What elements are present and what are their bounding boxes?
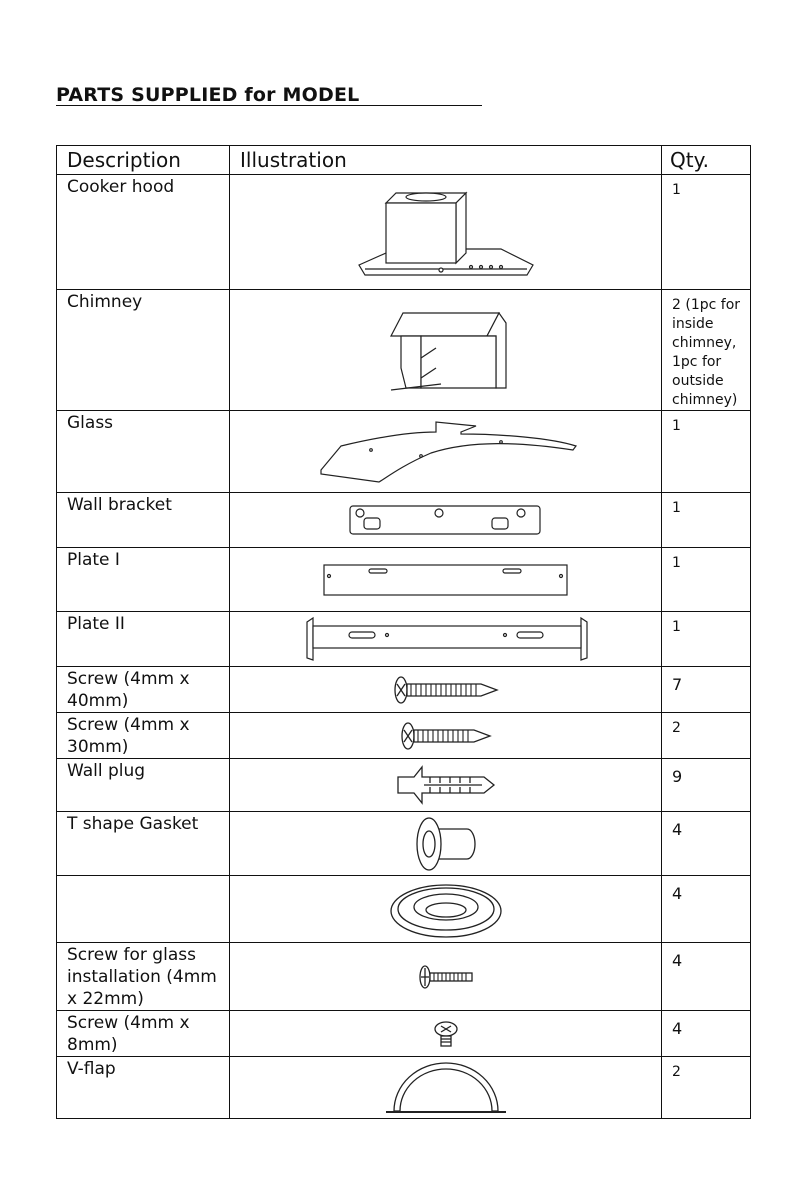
t-gasket-icon [411,815,481,873]
plate-i-icon [321,562,571,598]
table-row [57,493,751,548]
table-row [57,290,751,411]
row-illustration [230,759,662,812]
row-illustration [230,290,662,411]
table-row [57,876,751,943]
row-description: Screw (4mm x 30mm) [57,713,230,759]
row-qty: 2 [662,1057,751,1119]
row-qty: 9 [662,759,751,812]
row-illustration [230,876,662,943]
row-qty: 7 [662,667,751,713]
parts-table [56,145,751,1119]
table-row [57,548,751,612]
row-illustration [230,612,662,667]
row-description: Screw (4mm x 40mm) [57,667,230,713]
table-row [57,1057,751,1119]
table-row [57,1011,751,1057]
row-qty: 2 [662,713,751,759]
wall-bracket-icon [346,504,546,536]
row-illustration [230,713,662,759]
v-flap-icon [384,1059,508,1117]
row-qty: 1 [662,175,751,290]
row-description: Cooker hood [57,175,230,290]
glass-panel-icon [311,418,581,486]
plate-ii-icon [301,614,591,664]
medium-screw-icon [398,720,494,752]
row-qty: 1 [662,612,751,667]
row-qty: 4 [662,812,751,876]
row-illustration [230,548,662,612]
row-illustration [230,493,662,548]
wall-plug-icon [394,765,498,805]
row-illustration [230,411,662,493]
row-description: Chimney [57,290,230,411]
row-description: Plate I [57,548,230,612]
row-description: V-flap [57,1057,230,1119]
table-row [57,612,751,667]
table-row [57,759,751,812]
row-description: Plate II [57,612,230,667]
short-screw-icon [432,1019,460,1049]
chimney-icon [381,308,511,393]
row-qty: 4 [662,1011,751,1057]
row-description: Wall bracket [57,493,230,548]
row-description: Wall plug [57,759,230,812]
row-qty: 2 (1pc for inside chimney, 1pc for outside chimney) [662,290,751,411]
row-qty: 1 [662,411,751,493]
header-illustration: Illustration [230,146,662,175]
row-illustration [230,1057,662,1119]
row-description: T shape Gasket [57,812,230,876]
row-description: Screw (4mm x 8mm) [57,1011,230,1057]
row-illustration [230,812,662,876]
table-row [57,175,751,290]
title-underline [56,105,482,106]
header-qty: Qty. [662,146,751,175]
row-illustration [230,943,662,1011]
row-description: Glass [57,411,230,493]
row-illustration [230,667,662,713]
long-screw-icon [391,674,501,706]
row-qty: 4 [662,876,751,943]
table-row [57,411,751,493]
row-illustration [230,175,662,290]
table-header-row [57,146,751,175]
table-row [57,812,751,876]
table-row [57,713,751,759]
washer-ring-icon [388,879,504,939]
table-row [57,667,751,713]
table-row [57,943,751,1011]
row-illustration [230,1011,662,1057]
row-qty: 4 [662,943,751,1011]
row-qty: 1 [662,493,751,548]
row-qty: 1 [662,548,751,612]
page-title: PARTS SUPPLIED for MODEL [56,84,360,106]
glass-screw-icon [416,962,476,992]
row-description [57,876,230,943]
row-description: Screw for glass installation (4mm x 22mm) [57,943,230,1011]
cooker-hood-icon [351,185,541,280]
header-description: Description [57,146,230,175]
